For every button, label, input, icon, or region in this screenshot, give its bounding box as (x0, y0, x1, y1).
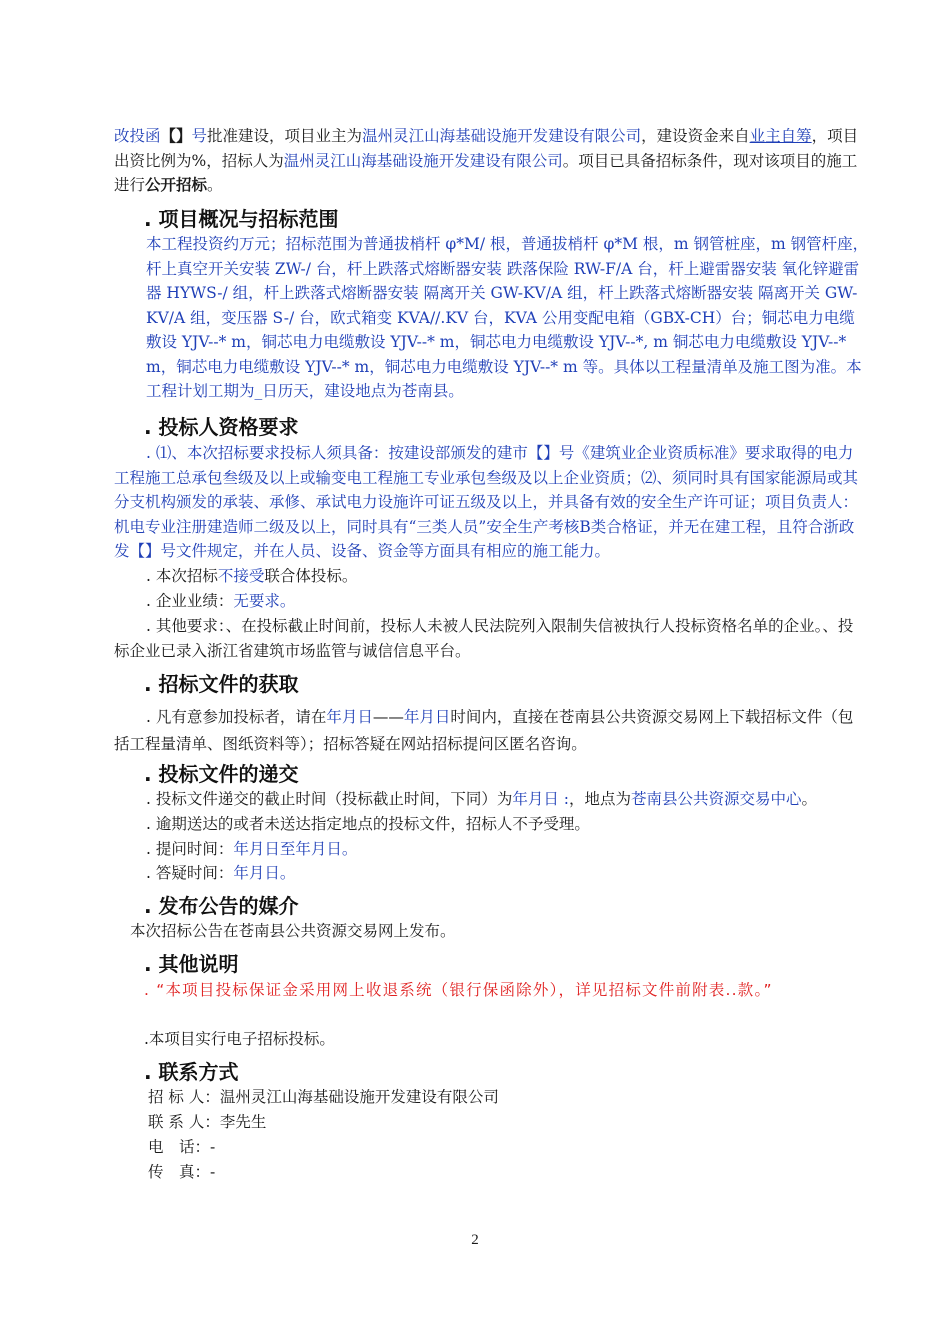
obtain-a: . 凡有意参加投标者，请在 (146, 708, 327, 726)
answer-time (146, 862, 295, 884)
qual-q2-c: 联合体投标。 (264, 567, 358, 585)
submit-location: 苍南县公共资源交易中心 (631, 790, 802, 808)
other-deposit-note: . “本项目投标保证金采用网上收退系统（银行保函除外），详见招标文件前附表..款。” (144, 981, 773, 999)
contact-phone (148, 1136, 215, 1158)
answer-time-value: 年月日。 (233, 864, 296, 882)
heading-other: . 其他说明 (144, 952, 239, 976)
contact-tenderer-label: 招 标 人： (148, 1088, 220, 1106)
contact-tenderer (148, 1086, 499, 1108)
qualification-item-2 (114, 564, 866, 589)
contact-tenderer-value: 温州灵江山海基础设施开发建设有限公司 (219, 1088, 499, 1106)
qual-q2-a: . 本次招标 (146, 567, 218, 585)
overview-text: 本工程投资约万元；招标范围为普通拔梢杆 φ*M/ 根，普通拔梢杆 φ*M 根，m 钢管桩座，m 钢管杆座，杆上真空开关安装 ZW-/ 台，杆上跌落式熔断器安装 跌落保险 RW-F/A 台，杆上避雷器安装 氧化锌避雷器 HYWS-/ 组，杆上跌落式熔断器安装 隔离开关 GW-KV/A 组，杆上跌落式熔断器安装 隔离开关 GW-KV/A 组，变压器 S-/ 台，欧式箱变 KVA//.KV 台，KVA 公用变配电箱（GBX-CH）台；铜芯电力电缆敷设 YJV--* m，铜芯电力电缆敷设 YJV--* m，铜芯电力电缆敷设 YJV--*, m 铜芯电力电缆敷设 YJV--* m，铜芯电力电缆敷设 YJV--* m，铜芯电力电缆敷设 YJV--* m 等。具体以工程量清单及施工图为准。本工程计划工期为_日历天，建设地点为苍南县。 (146, 235, 869, 400)
obtain-date-start: 年月日 (326, 708, 373, 726)
funding-ratio: % (191, 151, 207, 170)
obtain-text (114, 704, 866, 758)
qualification-item-1: . ⑴、本次招标要求投标人须具备：按建设部颁发的建市【】号《建筑业企业资质标准》要求取得的电力工程施工总承包叁级及以上或输变电工程施工专业承包叁级及以上企业资质；⑵、须同时具有国家能源局或其分支机构颁发的承装、承修、承试电力设施许可证五级及以上，并具备有效的安全生产许可证；项目负责人：机电专业注册建造师二级及以上，同时具有“三类人员”安全生产考核B类合格证，并无在建工程，且符合浙政发【】号文件规定，并在人员、设备、资金等方面具有相应的施工能力。 (114, 444, 859, 560)
heading-submit: . 投标文件的递交 (144, 762, 299, 786)
heading-contact: . 联系方式 (144, 1060, 239, 1084)
other-electronic-note: .本项目实行电子招标投标。 (144, 1030, 335, 1048)
tender-mode: 公开招标 (145, 175, 208, 194)
intro-s6: ，项目出资比例为 (114, 127, 859, 170)
answer-time-label: . 答疑时间： (146, 864, 234, 882)
obtain-b: 时间内，直接在苍南县公共资源交易网上下载招标文件（包括工程量清单、图纸资料等）；招标答疑在网站招标提问区匿名咨询。 (114, 708, 854, 753)
qual-q3-b: 无要求。 (233, 592, 296, 610)
intro-s3: 号 (191, 127, 208, 145)
tenderer: 温州灵江山海基础设施开发建设有限公司 (283, 151, 563, 170)
qual-q2-b: 不接受 (217, 567, 265, 585)
heading-overview: . 项目概况与招标范围 (144, 207, 339, 231)
intro-s5: ，建设资金来自 (641, 127, 750, 145)
submit-r1c: ，地点为 (569, 790, 632, 808)
intro-s4: 批准建设，项目业主为 (207, 127, 363, 145)
contact-person (148, 1111, 266, 1133)
obtain-date-end: 年月日 (403, 708, 451, 726)
contact-fax (148, 1161, 215, 1183)
contact-phone-label: 电 话： (148, 1138, 211, 1156)
contact-phone-value: - (210, 1138, 216, 1156)
intro-s7: ，招标人为 (206, 151, 284, 170)
intro-s2: 【】 (160, 126, 192, 145)
contact-person-label: 联 系 人： (148, 1113, 220, 1131)
page-number: 2 (471, 1232, 479, 1248)
submit-r1e: 。 (801, 790, 818, 808)
contact-fax-value: - (210, 1163, 216, 1181)
heading-media: . 发布公告的媒介 (144, 894, 299, 918)
question-time-value: 年月日至年月日。 (233, 840, 358, 858)
qual-q3-a: . 企业业绩： (146, 592, 234, 610)
submit-deadline-date: 年月日 : (512, 790, 570, 808)
question-time (146, 838, 357, 860)
intro-s9: 。 (207, 176, 223, 194)
heading-qualification: . 投标人资格要求 (144, 415, 299, 439)
fund-source: 业主自筹 (749, 127, 812, 145)
contact-fax-label: 传 真： (148, 1163, 211, 1181)
heading-obtain: . 招标文件的获取 (144, 672, 299, 696)
project-owner: 温州灵江山海基础设施开发建设有限公司 (362, 127, 642, 145)
intro-paragraph (114, 124, 866, 198)
qualification-item-3 (114, 589, 866, 614)
qualification-item-4: . 其他要求：、在投标截止时间前，投标人未被人民法院列入限制失信被执行人投标资格名单的企业。、投标企业已录入浙江省建筑市场监管与诚信信息平台。 (114, 617, 854, 660)
intro-s8: 。项目已具备招标条件，现对该项目的施工进行 (114, 151, 858, 194)
submit-late-rule: . 逾期送达的或者未送达指定地点的投标文件，招标人不予受理。 (146, 815, 590, 833)
submit-deadline (146, 788, 876, 810)
submit-r1a: . 投标文件递交的截止时间（投标截止时间，下同）为 (146, 790, 513, 808)
intro-s1: 改投函 (114, 127, 161, 145)
question-time-label: . 提问时间： (146, 840, 234, 858)
obtain-dash: —— (372, 708, 404, 726)
media-text: 本次招标公告在苍南县公共资源交易网上发布。 (130, 922, 456, 940)
contact-person-value: 李先生 (219, 1113, 267, 1131)
